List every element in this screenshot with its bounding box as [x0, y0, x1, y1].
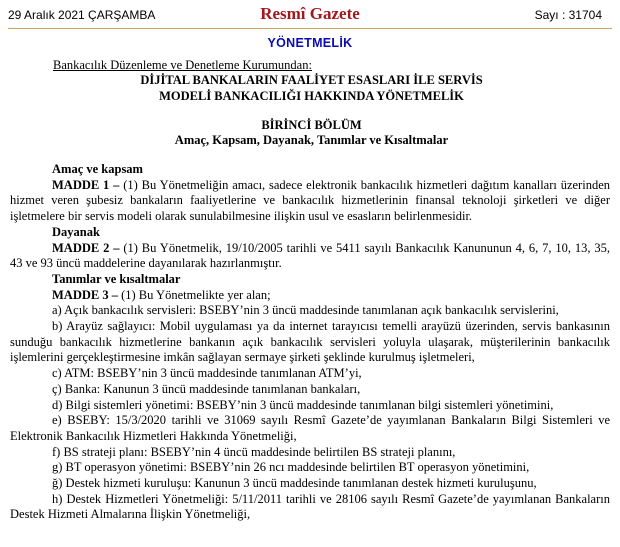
definition-item: ğ) Destek hizmeti kuruluşu: Kanunun 3 üncü maddesinde tanımlanan destek hizmeti kuruluşunu, — [52, 476, 537, 491]
article-2 — [10, 241, 610, 272]
article-3-text: (1) Bu Yönetmelikte yer alan; — [117, 287, 271, 302]
definition-item: g) BT operasyon yönetimi: BSEBY’nin 26 ncı maddesinde belirtilen BT operasyon yönetimini, — [52, 460, 530, 475]
regulation-head — [53, 58, 610, 148]
article-2-label: MADDE 2 – — [52, 240, 120, 255]
header-divider — [8, 28, 612, 29]
definition-item: ç) Banka: Kanunun 3 üncü maddesinde tanımlanan bankaları, — [52, 381, 361, 396]
definition-item: c) ATM: BSEBY’nin 3 üncü maddesinde tanımlanan ATM’yi, — [52, 366, 362, 381]
issue-date: 29 Aralık 2021 ÇARŞAMBA — [8, 8, 156, 22]
definition-item: e) BSEBY: 15/3/2020 tarihli ve 31069 sayılı Resmî Gazete’de yayımlanan Bankaların Bilgi Sistemleri ve Elektronik Bankacılık Hizmetleri Hakkında Yönetmeliği, — [10, 413, 610, 443]
definition-item: a) Açık bankacılık servisleri: BSEBY’nin 3 üncü maddesinde tanımlanan açık bankacılık servislerini, — [52, 303, 559, 318]
definition-item: b) Arayüz sağlayıcı: Mobil uygulaması ya da internet tarayıcısı temelli arayüzü üzerinden, servis bankasının sunduğu bankacılık hizmetlerine bankanın açık bankacılık servisleri yoluyla ulaşarak, müşterilerinin bankacılık işlemlerini gerçekleştirmesine imkân sağlayan sermaye şirketi şeklinde kurulmuş işletmeleri, — [10, 319, 610, 365]
chapter-title: BİRİNCİ BÖLÜM — [261, 117, 362, 132]
heading-definitions: Tanımlar ve kısaltmalar — [52, 271, 181, 286]
regulation-title-line-1: DİJİTAL BANKALARIN FAALİYET ESASLARI İLE SERVİS — [140, 73, 483, 88]
issue-number: Sayı : 31704 — [534, 8, 602, 22]
regulation-body — [10, 162, 610, 523]
gazette-header — [8, 4, 612, 26]
definition-item: d) Bilgi sistemleri yönetimi: BSEBY’nin 3 üncü maddesinde tanımlanan bilgi sistemleri yönetimini, — [52, 397, 554, 412]
article-1 — [10, 178, 610, 225]
issuer-line: Bankacılık Düzenleme ve Denetleme Kurumundan: — [53, 58, 312, 72]
article-3-label: MADDE 3 – — [52, 287, 118, 302]
article-1-text: (1) Bu Yönetmeliğin amacı, sadece elektronik bankacılık hizmetleri dağıtım kanalları üzerinden hizmet veren şubesiz bankaların faaliyetlerine ve bankacılık hizmetlerinin finansal teknoloji şirketleri ve diğer işletmelere bir servis modeli olarak sunulabilmesine ilişkin usul ve esasların belirlenmesidir. — [10, 177, 610, 224]
heading-basis: Dayanak — [52, 224, 100, 239]
article-3 — [10, 288, 610, 304]
regulation-title-line-2: MODELİ BANKACILIĞI HAKKINDA YÖNETMELİK — [159, 88, 464, 103]
section-label: YÖNETMELİK — [267, 36, 353, 50]
definition-item: f) BS strateji planı: BSEBY’nin 4 üncü maddesinde belirtilen BS strateji planını, — [52, 444, 456, 459]
article-2-text: (1) Bu Yönetmelik, 19/10/2005 tarihli ve 5411 sayılı Bankacılık Kanununun 4, 6, 7, 10, 13, 35, 43 ve 93 üncü maddelerine dayanılarak hazırlanmıştır. — [10, 240, 610, 271]
gazette-title: Resmî Gazete — [260, 4, 360, 23]
heading-purpose: Amaç ve kapsam — [52, 162, 143, 176]
chapter-subtitle: Amaç, Kapsam, Dayanak, Tanımlar ve Kısaltmalar — [174, 133, 449, 148]
definition-item: h) Destek Hizmetleri Yönetmeliği: 5/11/2011 tarihli ve 28106 sayılı Resmî Gazete’de yayımlanan Bankaların Destek Hizmeti Almalarına İlişkin Yönetmeliği, — [10, 491, 610, 522]
article-1-label: MADDE 1 – — [52, 177, 120, 192]
